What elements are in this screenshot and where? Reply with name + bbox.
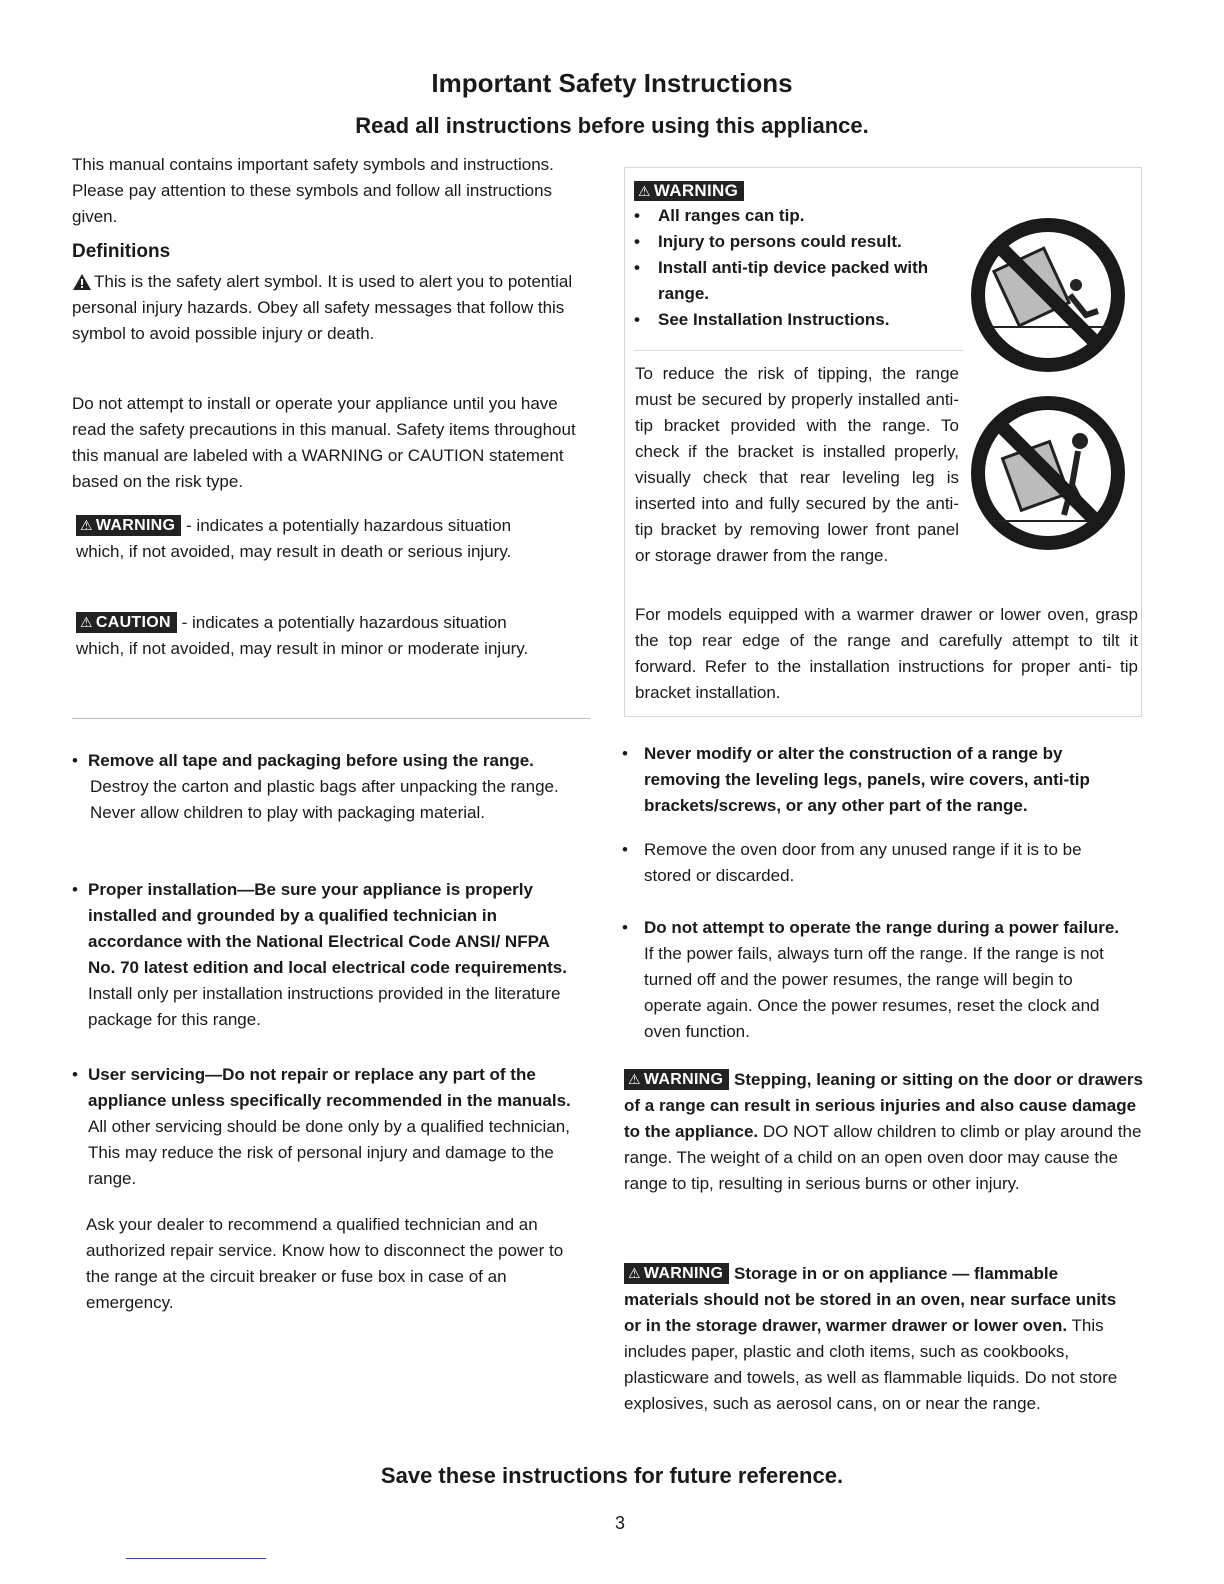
page-title: Important Safety Instructions bbox=[431, 68, 793, 98]
list-item: • Injury to persons could result. bbox=[634, 232, 902, 251]
warning-triangle-icon: ⚠ bbox=[638, 183, 651, 199]
anti-tip-paragraph-1: To reduce the risk of tipping, the range must be secured by properly installed anti-tip bracket provided with the range. To check if the bracket is installed properly, visually check that rear leveling leg is inserted into and fully secured by the anti-tip bracket by removing lower front panel or storage drawer from the range. bbox=[635, 364, 959, 565]
storage-warning: ⚠ WARNING Storage in or on appliance — flammable materials should not be stored in an oven, near surface units or in the storage drawer, warmer drawer or lower oven. This includes paper, plastic and cloth items, such as cookbooks, plasticware and towels, as well as flammable liquids. Do not store explosives, such as aerosol cans, on or near the range. bbox=[624, 1264, 1118, 1413]
child-on-door-prohibited-icon bbox=[968, 393, 1128, 553]
read-precautions-text: Do not attempt to install or operate your appliance until you have read the safety precautions in this manual. Safety items throughout this manual are labeled with a WARNING or CAUTION statement based on the risk type. bbox=[72, 394, 576, 491]
range-tipping-prohibited-icon bbox=[968, 215, 1128, 375]
warning-triangle-icon: ⚠ bbox=[80, 517, 93, 533]
list-item: • See Installation Instructions. bbox=[634, 310, 890, 329]
proper-installation-item: • Proper installation—Be sure your appliance is properly installed and grounded by a qualified technician in accordance with the National Electrical Code ANSI/ NFPA No. 70 latest edition and local electrical code requirements. Install only per installation instructions provided in the literature package for this range. bbox=[72, 880, 567, 1029]
anti-tip-warning-badge: ⚠ WARNING bbox=[634, 181, 744, 202]
list-item: • All ranges can tip. bbox=[634, 206, 805, 225]
remove-door-item: • Remove the oven door from any unused range if it is to be stored or discarded. bbox=[622, 840, 1082, 885]
intro-text: This manual contains important safety symbols and instructions. Please pay attention to these symbols and follow all instructions given. bbox=[72, 155, 554, 226]
safety-alert-icon bbox=[72, 273, 92, 291]
list-item: • Install anti-tip device packed with range. bbox=[634, 258, 929, 303]
warning-triangle-icon: ⚠ bbox=[80, 614, 93, 630]
footer-line bbox=[126, 1558, 266, 1559]
remove-packaging-item: • Remove all tape and packaging before using the range. Destroy the carton and plastic bags after unpacking the range. Never allow children to play with packaging material. bbox=[72, 751, 559, 822]
warning-badge: ⚠ WARNING bbox=[624, 1263, 729, 1284]
definitions-heading: Definitions bbox=[72, 241, 171, 262]
stepping-warning: ⚠ WARNING Stepping, leaning or sitting on the door or drawers of a range can result in serious injuries and also cause damage to the appliance. DO NOT allow children to climb or play around the range. The weight of a child on an open oven door may cause the range to tip, resulting in serious burns or other injury. bbox=[624, 1070, 1143, 1193]
warning-badge: ⚠ WARNING bbox=[624, 1069, 729, 1090]
save-instructions-text: Save these instructions for future reference. bbox=[380, 1463, 844, 1488]
never-modify-item: • Never modify or alter the construction of a range by removing the leveling legs, panels, wire covers, anti-tip brackets/screws, or any other part of the range. bbox=[622, 744, 1090, 815]
safety-alert-definition: This is the safety alert symbol. It is used to alert you to potential personal injury hazards. Obey all safety messages that follow this symbol to avoid possible injury or death. bbox=[72, 272, 573, 343]
caution-definition: ⚠ CAUTION - indicates a potentially hazardous situation which, if not avoided, may result in minor or moderate injury. bbox=[76, 613, 529, 658]
warning-badge: ⚠ WARNING bbox=[76, 515, 181, 536]
user-servicing-item: • User servicing—Do not repair or replace any part of the appliance unless specifically recommended in the manuals. All other servicing should be done only by a qualified technician, This may reduce the risk of personal injury and damage to the range. bbox=[72, 1065, 571, 1188]
box-divider bbox=[634, 350, 964, 351]
anti-tip-paragraph-2: For models equipped with a warmer drawer or lower oven, grasp the top rear edge of the range and carefully attempt to tilt it forward. Refer to the installation instructions for proper anti- tip bracket installation. bbox=[635, 605, 1138, 702]
warning-triangle-icon: ⚠ bbox=[628, 1071, 641, 1087]
section-divider bbox=[72, 718, 590, 719]
caution-badge: ⚠ CAUTION bbox=[76, 612, 177, 633]
page-number: 3 bbox=[614, 1513, 625, 1533]
warning-triangle-icon: ⚠ bbox=[628, 1265, 641, 1281]
dealer-text: Ask your dealer to recommend a qualified technician and an authorized repair service. Know how to disconnect the power to the range at the circuit breaker or fuse box in case of an emergency. bbox=[86, 1215, 564, 1312]
anti-tip-bullets bbox=[634, 203, 964, 333]
power-failure-item: • Do not attempt to operate the range during a power failure. If the power fails, always turn off the range. If the range is not turned off and the power resumes, the range will begin to operate again. Once the power resumes, reset the clock and oven function. bbox=[622, 918, 1120, 1041]
page-subtitle: Read all instructions before using this appliance. bbox=[355, 113, 869, 138]
warning-definition: ⚠ WARNING - indicates a potentially hazardous situation which, if not avoided, may result in death or serious injury. bbox=[76, 516, 512, 561]
